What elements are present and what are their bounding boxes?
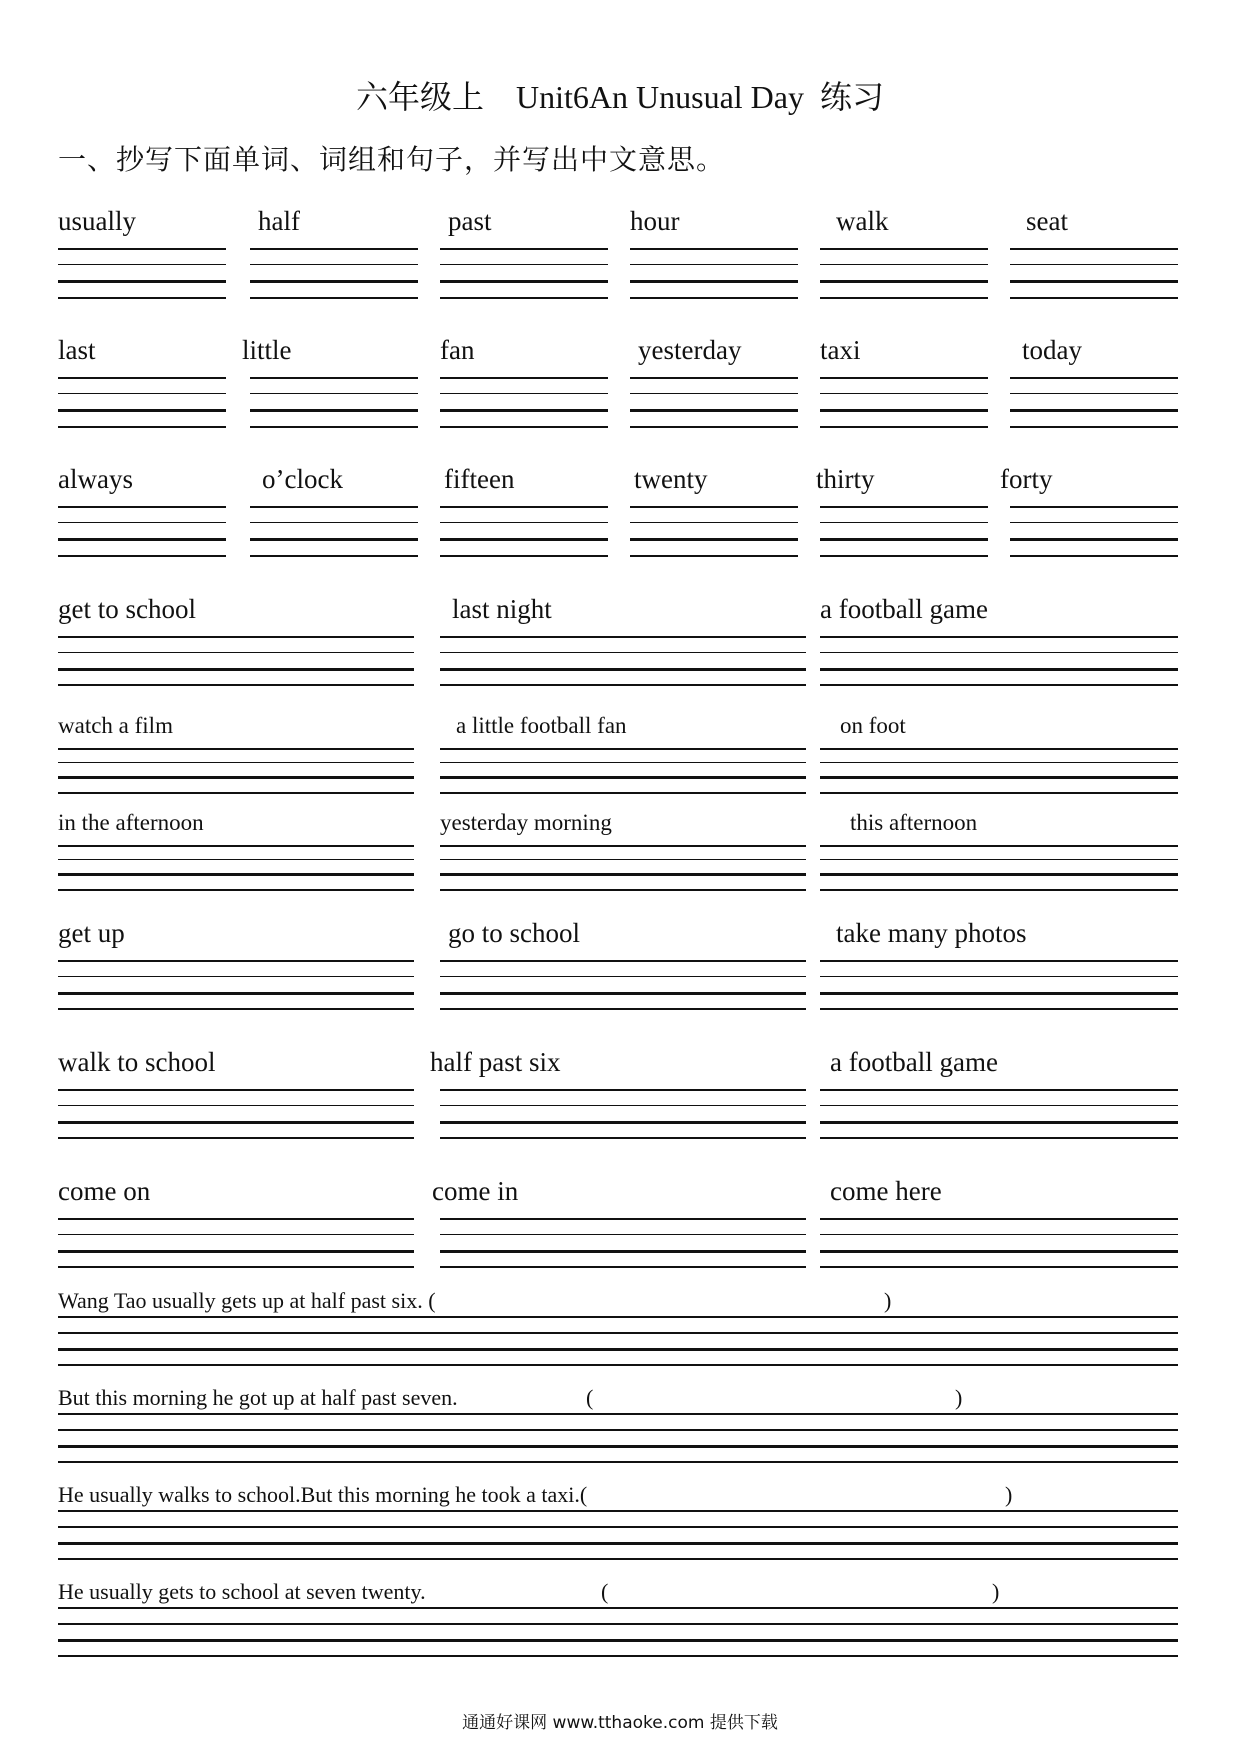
writing-line[interactable] <box>58 393 226 394</box>
writing-line[interactable] <box>58 668 414 671</box>
writing-line[interactable] <box>58 248 226 250</box>
sentence-entry <box>58 1290 1178 1370</box>
phrase-entry <box>820 1178 1178 1270</box>
writing-line[interactable] <box>1010 377 1178 379</box>
writing-line[interactable] <box>58 1008 414 1010</box>
writing-line[interactable] <box>440 1089 806 1091</box>
phrase-entry <box>440 920 806 1012</box>
writing-line[interactable] <box>58 992 414 995</box>
phrase-entry <box>820 596 1178 688</box>
phrase-label: a football game <box>830 1047 998 1077</box>
writing-line[interactable] <box>440 297 608 299</box>
writing-line[interactable] <box>630 522 798 523</box>
word-label: walk <box>836 206 889 236</box>
word-entry <box>816 464 988 561</box>
writing-line[interactable] <box>440 873 806 876</box>
writing-line[interactable] <box>440 248 608 250</box>
writing-line[interactable] <box>440 748 806 750</box>
word-label: last <box>58 335 96 365</box>
writing-line[interactable] <box>58 652 414 653</box>
writing-line[interactable] <box>58 776 414 779</box>
writing-line[interactable] <box>820 297 988 299</box>
writing-line[interactable] <box>440 393 608 394</box>
word-label: seat <box>1026 206 1068 236</box>
sentence-text: He usually walks to school.But this morning he took a taxi.( <box>58 1482 588 1507</box>
writing-line[interactable] <box>440 1121 806 1124</box>
writing-line[interactable] <box>250 248 418 250</box>
writing-line[interactable] <box>1010 297 1178 299</box>
writing-line[interactable] <box>440 377 608 379</box>
writing-line[interactable] <box>820 960 1178 962</box>
writing-line[interactable] <box>820 1250 1178 1253</box>
writing-line[interactable] <box>1010 538 1178 541</box>
writing-line[interactable] <box>440 1234 806 1235</box>
phrase-label: last night <box>452 594 552 624</box>
sentence-entry <box>58 1484 1178 1564</box>
writing-line[interactable] <box>820 668 1178 671</box>
phrase-entry <box>820 710 1178 802</box>
writing-line[interactable] <box>440 1218 806 1220</box>
phrase-label: a little football fan <box>456 713 627 738</box>
writing-line[interactable] <box>440 522 608 523</box>
phrase-label: walk to school <box>58 1047 216 1077</box>
writing-line[interactable] <box>1010 264 1178 265</box>
phrase-label: come on <box>58 1176 151 1206</box>
writing-line[interactable] <box>630 538 798 541</box>
close-paren: ) <box>992 1579 1000 1604</box>
word-entry <box>1010 337 1178 432</box>
writing-line[interactable] <box>820 1121 1178 1124</box>
writing-line[interactable] <box>820 859 1178 860</box>
word-label: taxi <box>820 335 861 365</box>
phrase-entry <box>58 596 414 688</box>
writing-line[interactable] <box>630 264 798 265</box>
writing-line[interactable] <box>630 426 798 428</box>
writing-line[interactable] <box>250 426 418 428</box>
word-entry <box>1010 208 1178 303</box>
writing-line[interactable] <box>58 1089 414 1091</box>
writing-line[interactable] <box>58 522 226 523</box>
writing-line[interactable] <box>58 873 414 876</box>
writing-line[interactable] <box>58 976 414 977</box>
writing-line[interactable] <box>440 792 806 794</box>
writing-line[interactable] <box>58 555 226 557</box>
writing-line[interactable] <box>820 976 1178 977</box>
writing-line[interactable] <box>250 522 418 523</box>
word-label: yesterday <box>638 335 742 365</box>
writing-line[interactable] <box>440 960 806 962</box>
writing-line[interactable] <box>820 992 1178 995</box>
writing-line[interactable] <box>58 1137 414 1139</box>
writing-line[interactable] <box>820 393 988 394</box>
phrase-entry <box>820 920 1178 1012</box>
writing-line[interactable] <box>1010 522 1178 523</box>
writing-line[interactable] <box>440 976 806 977</box>
writing-line[interactable] <box>630 409 798 412</box>
writing-line[interactable] <box>440 668 806 671</box>
writing-line[interactable] <box>440 264 608 265</box>
close-paren: ) <box>1005 1482 1013 1507</box>
writing-line[interactable] <box>820 792 1178 794</box>
word-label: fifteen <box>444 464 515 494</box>
writing-line[interactable] <box>58 1218 414 1220</box>
phrase-label: a football game <box>820 594 988 624</box>
phrase-label: go to school <box>448 918 580 948</box>
writing-line[interactable] <box>58 538 226 541</box>
writing-line[interactable] <box>1010 393 1178 394</box>
phrase-entry <box>58 1049 414 1141</box>
writing-line[interactable] <box>1010 248 1178 250</box>
writing-line[interactable] <box>820 377 988 379</box>
writing-line[interactable] <box>820 506 988 508</box>
phrase-entry <box>820 1049 1178 1141</box>
writing-line[interactable] <box>58 1332 1178 1334</box>
writing-line[interactable] <box>58 960 414 962</box>
writing-line[interactable] <box>440 776 806 779</box>
writing-line[interactable] <box>820 522 988 523</box>
word-entry <box>820 337 988 432</box>
writing-line[interactable] <box>58 264 226 265</box>
writing-line[interactable] <box>58 1234 414 1235</box>
writing-line[interactable] <box>58 636 414 638</box>
writing-line[interactable] <box>820 776 1178 779</box>
writing-line[interactable] <box>820 748 1178 750</box>
writing-line[interactable] <box>820 1234 1178 1235</box>
writing-line[interactable] <box>58 1250 414 1253</box>
writing-line[interactable] <box>58 1105 414 1106</box>
close-paren: ) <box>884 1288 892 1313</box>
phrase-label: come in <box>432 1176 519 1206</box>
writing-line[interactable] <box>630 248 798 250</box>
writing-line[interactable] <box>630 555 798 557</box>
writing-line[interactable] <box>1010 506 1178 508</box>
word-entry <box>630 208 798 303</box>
phrase-label: take many photos <box>836 918 1027 948</box>
writing-line[interactable] <box>820 762 1178 763</box>
phrase-entry <box>820 807 1178 899</box>
writing-line[interactable] <box>58 409 226 412</box>
writing-line[interactable] <box>58 1542 1178 1545</box>
writing-line[interactable] <box>58 377 226 379</box>
word-label: past <box>448 206 492 236</box>
writing-line[interactable] <box>440 555 608 557</box>
word-entry <box>820 208 988 303</box>
writing-line[interactable] <box>440 1250 806 1253</box>
writing-line[interactable] <box>250 377 418 379</box>
writing-line[interactable] <box>440 652 806 653</box>
phrase-entry <box>58 1178 414 1270</box>
word-entry <box>58 337 226 432</box>
phrase-label: get to school <box>58 594 196 624</box>
writing-line[interactable] <box>58 506 226 508</box>
phrase-entry <box>432 1176 806 1270</box>
phrase-label: come here <box>830 1176 942 1206</box>
writing-line[interactable] <box>58 1526 1178 1528</box>
writing-line[interactable] <box>250 409 418 412</box>
writing-line[interactable] <box>440 845 806 847</box>
writing-line[interactable] <box>440 889 806 891</box>
writing-line[interactable] <box>58 1655 1178 1657</box>
writing-line[interactable] <box>820 873 1178 876</box>
word-label: little <box>242 335 292 365</box>
writing-line[interactable] <box>250 555 418 557</box>
writing-line[interactable] <box>820 248 988 250</box>
sentence-entry <box>58 1387 1178 1467</box>
word-label: fan <box>440 335 475 365</box>
writing-line[interactable] <box>440 992 806 995</box>
writing-line[interactable] <box>58 1364 1178 1366</box>
writing-line[interactable] <box>440 762 806 763</box>
page-title: 六年级上 Unit6An Unusual Day 练习 <box>356 79 884 115</box>
open-paren: ( <box>586 1385 594 1410</box>
word-entry <box>58 466 226 561</box>
writing-line[interactable] <box>58 1461 1178 1463</box>
writing-line[interactable] <box>440 1137 806 1139</box>
phrase-entry <box>58 710 414 802</box>
writing-line[interactable] <box>440 280 608 283</box>
phrase-label: watch a film <box>58 713 173 738</box>
word-label: hour <box>630 206 680 236</box>
writing-line[interactable] <box>820 280 988 283</box>
word-label: thirty <box>816 464 875 494</box>
writing-line[interactable] <box>58 762 414 763</box>
writing-line[interactable] <box>820 538 988 541</box>
footer: 通通好课网 www.tthaoke.com 提供下载 <box>462 1713 778 1733</box>
writing-line[interactable] <box>820 1105 1178 1106</box>
phrase-label: half past six <box>430 1047 561 1077</box>
writing-line[interactable] <box>820 555 988 557</box>
writing-line[interactable] <box>58 792 414 794</box>
writing-line[interactable] <box>820 652 1178 653</box>
writing-line[interactable] <box>440 859 806 860</box>
word-entry <box>58 208 226 303</box>
writing-line[interactable] <box>1010 555 1178 557</box>
writing-line[interactable] <box>1010 280 1178 283</box>
word-label: today <box>1022 335 1082 365</box>
writing-line[interactable] <box>250 538 418 541</box>
writing-line[interactable] <box>58 1429 1178 1431</box>
writing-line[interactable] <box>630 280 798 283</box>
writing-line[interactable] <box>1010 426 1178 428</box>
writing-line[interactable] <box>58 1623 1178 1625</box>
writing-line[interactable] <box>58 1639 1178 1642</box>
word-entry <box>440 208 608 303</box>
writing-line[interactable] <box>58 1316 1178 1318</box>
sentence-entry <box>58 1581 1178 1661</box>
phrase-label: get up <box>58 918 125 948</box>
writing-line[interactable] <box>58 859 414 860</box>
writing-line[interactable] <box>820 1218 1178 1220</box>
sentence-text: But this morning he got up at half past seven. <box>58 1385 458 1410</box>
writing-line[interactable] <box>58 297 226 299</box>
writing-line[interactable] <box>630 377 798 379</box>
word-entry <box>250 466 418 561</box>
writing-line[interactable] <box>250 506 418 508</box>
phrase-entry <box>58 807 414 899</box>
writing-line[interactable] <box>58 1121 414 1124</box>
sentence-text: Wang Tao usually gets up at half past six. ( <box>58 1288 436 1313</box>
writing-line[interactable] <box>250 393 418 394</box>
phrase-label: this afternoon <box>850 810 978 835</box>
phrase-label: yesterday morning <box>440 810 612 835</box>
word-entry <box>630 337 798 432</box>
writing-line[interactable] <box>250 264 418 265</box>
word-label: half <box>258 206 300 236</box>
writing-line[interactable] <box>58 280 226 283</box>
writing-line[interactable] <box>58 426 226 428</box>
word-label: always <box>58 464 133 494</box>
word-entry <box>630 466 798 561</box>
word-entry <box>440 466 608 561</box>
writing-line[interactable] <box>440 1266 806 1268</box>
writing-line[interactable] <box>58 1413 1178 1415</box>
writing-line[interactable] <box>58 889 414 891</box>
phrase-entry <box>440 596 806 688</box>
phrase-label: on foot <box>840 713 906 738</box>
phrase-label: in the afternoon <box>58 810 204 835</box>
writing-line[interactable] <box>630 393 798 394</box>
writing-line[interactable] <box>440 409 608 412</box>
writing-line[interactable] <box>820 409 988 412</box>
word-label: forty <box>1000 464 1053 494</box>
writing-line[interactable] <box>820 845 1178 847</box>
writing-line[interactable] <box>440 1105 806 1106</box>
writing-line[interactable] <box>440 684 806 686</box>
writing-line[interactable] <box>58 748 414 750</box>
writing-line[interactable] <box>440 1008 806 1010</box>
word-label: twenty <box>634 464 708 494</box>
writing-line[interactable] <box>250 297 418 299</box>
writing-line[interactable] <box>440 426 608 428</box>
close-paren: ) <box>955 1385 963 1410</box>
word-entry <box>440 337 608 432</box>
section-heading: 一、抄写下面单词、词组和句子，并写出中文意思。 <box>58 143 726 176</box>
writing-line[interactable] <box>820 1137 1178 1139</box>
writing-line[interactable] <box>58 1445 1178 1448</box>
writing-line[interactable] <box>440 636 806 638</box>
writing-line[interactable] <box>820 1089 1178 1091</box>
writing-line[interactable] <box>58 1510 1178 1512</box>
writing-line[interactable] <box>440 506 608 508</box>
phrase-entry <box>440 807 806 899</box>
writing-line[interactable] <box>820 426 988 428</box>
writing-line[interactable] <box>820 1266 1178 1268</box>
word-label: usually <box>58 206 136 236</box>
writing-line[interactable] <box>58 1607 1178 1609</box>
word-entry <box>1000 464 1178 561</box>
writing-line[interactable] <box>820 889 1178 891</box>
writing-line[interactable] <box>250 280 418 283</box>
writing-line[interactable] <box>58 845 414 847</box>
writing-line[interactable] <box>630 297 798 299</box>
writing-line[interactable] <box>820 264 988 265</box>
word-entry <box>242 335 418 432</box>
writing-line[interactable] <box>820 636 1178 638</box>
writing-line[interactable] <box>58 1266 414 1268</box>
sentence-text: He usually gets to school at seven twenty. <box>58 1579 426 1604</box>
word-label: o’clock <box>262 464 343 494</box>
writing-line[interactable] <box>58 1348 1178 1351</box>
writing-line[interactable] <box>820 1008 1178 1010</box>
writing-line[interactable] <box>58 1558 1178 1560</box>
writing-line[interactable] <box>1010 409 1178 412</box>
writing-line[interactable] <box>440 538 608 541</box>
writing-line[interactable] <box>820 684 1178 686</box>
phrase-entry <box>440 710 806 802</box>
open-paren: ( <box>601 1579 609 1604</box>
phrase-entry <box>58 920 414 1012</box>
writing-line[interactable] <box>58 684 414 686</box>
writing-line[interactable] <box>630 506 798 508</box>
word-entry <box>250 208 418 303</box>
phrase-entry <box>430 1047 806 1141</box>
